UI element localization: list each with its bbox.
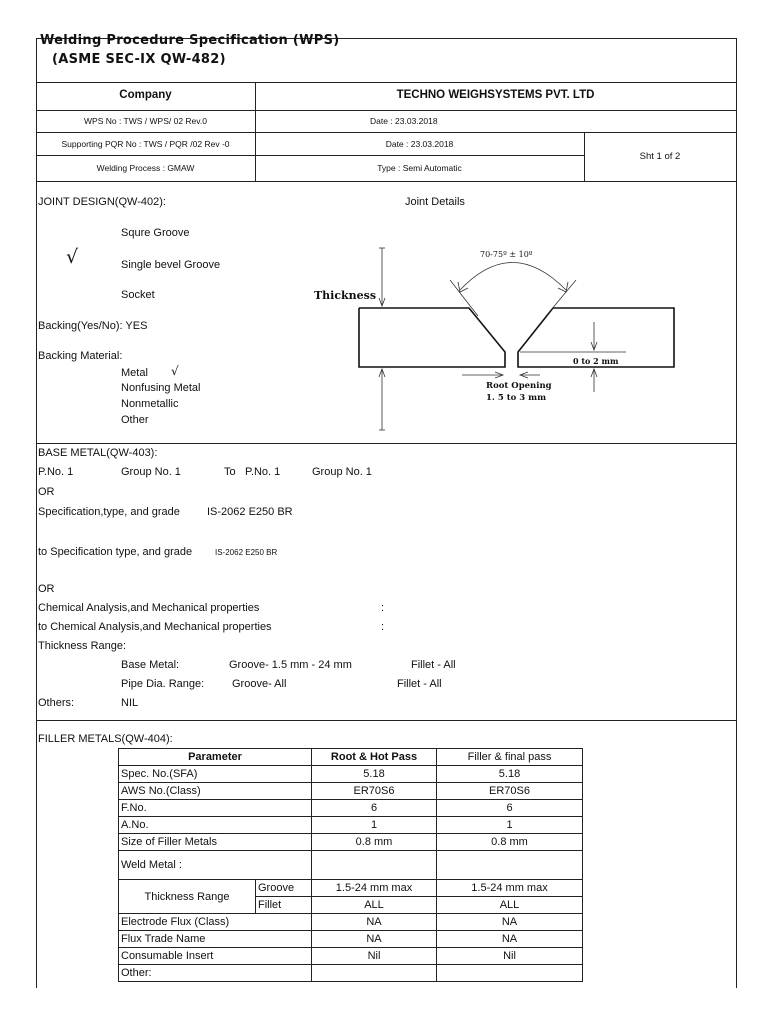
divider [36, 82, 737, 83]
table-row [119, 965, 583, 982]
filler-cell: 5.18 [437, 766, 583, 783]
backing: Backing(Yes/No): YES [38, 320, 148, 332]
option-socket: Socket [121, 289, 155, 301]
divider [36, 181, 737, 182]
wps-number: WPS No : TWS / WPS/ 02 Rev.0 [84, 116, 207, 126]
fillet-filler-cell: ALL [437, 897, 583, 914]
thickness-label: Thickness [314, 289, 377, 302]
option-square-groove: Squre Groove [121, 227, 190, 239]
param-cell: Consumable Insert [119, 948, 312, 965]
or-label: OR [38, 486, 55, 498]
or-label: OR [38, 583, 55, 595]
weld-metal-cell: Weld Metal : [119, 851, 312, 880]
param-cell: F.No. [119, 800, 312, 817]
filler-metals-heading: FILLER METALS(QW-404): [38, 733, 173, 745]
material-metal: Metal [121, 367, 148, 379]
filler-metals-table [118, 748, 583, 982]
root-opening-label: Root Opening [486, 381, 552, 391]
others-value: NIL [121, 697, 139, 709]
divider [36, 720, 737, 721]
empty-cell [312, 851, 437, 880]
fillet-root-cell: ALL [312, 897, 437, 914]
root-cell: NA [312, 914, 437, 931]
filler-cell: NA [437, 931, 583, 948]
material-other: Other [121, 414, 149, 426]
root-cell: 1 [312, 817, 437, 834]
base-metal-label: Base Metal: [121, 659, 180, 671]
chem-colon: : [381, 602, 385, 614]
base-groove: Groove- 1.5 mm - 24 mm [229, 659, 352, 671]
joint-diagram [300, 240, 720, 440]
table-row [119, 834, 583, 851]
param-cell: Electrode Flux (Class) [119, 914, 312, 931]
groove-cell: Groove [256, 880, 312, 897]
spec-value: IS-2062 E250 BR [207, 506, 293, 518]
pno-2: P.No. 1 [245, 466, 281, 478]
material-nonmetallic: Nonmetallic [121, 398, 179, 410]
to-spec-label: to Specification type, and grade [38, 546, 193, 558]
groove-root-cell: 1.5-24 mm max [312, 880, 437, 897]
angle-label: 70-75º ± 10º [480, 250, 533, 259]
param-cell: A.No. [119, 817, 312, 834]
filler-cell: NA [437, 914, 583, 931]
pipe-groove: Groove- All [232, 678, 287, 690]
param-cell: Spec. No.(SFA) [119, 766, 312, 783]
table-row [119, 880, 583, 897]
filler-cell: 0.8 mm [437, 834, 583, 851]
option-single-bevel: Single bevel Groove [121, 259, 221, 271]
root-face-label: 0 to 2 mm [573, 356, 619, 366]
root-cell: Nil [312, 948, 437, 965]
root-opening-value: 1. 5 to 3 mm [486, 393, 547, 403]
angle-arc [460, 263, 566, 291]
param-cell: AWS No.(Class) [119, 783, 312, 800]
left-plate [359, 308, 505, 367]
base-fillet: Fillet - All [411, 659, 456, 671]
joint-details-heading: Joint Details [405, 196, 465, 208]
thickness-range-cell: Thickness Range [119, 880, 256, 914]
col-root-hot-pass: Root & Hot Pass [312, 749, 437, 766]
to-label: To [224, 466, 236, 478]
divider [36, 155, 584, 156]
table-row [119, 800, 583, 817]
group-no-2: Group No. 1 [312, 466, 372, 478]
joint-design-heading: JOINT DESIGN(QW-402): [38, 196, 166, 208]
selected-check-icon: √ [66, 246, 79, 268]
table-row [119, 783, 583, 800]
filler-cell: 1 [437, 817, 583, 834]
base-metal-heading: BASE METAL(QW-403): [38, 447, 158, 459]
pqr-number: Supporting PQR No : TWS / PQR /02 Rev -0 [61, 139, 230, 149]
filler-cell: ER70S6 [437, 783, 583, 800]
title-line2: (ASME SEC-IX QW-482) [52, 52, 226, 67]
groove-filler-cell: 1.5-24 mm max [437, 880, 583, 897]
col-parameter: Parameter [119, 749, 312, 766]
company-name: TECHNO WEIGHSYSTEMS PVT. LTD [396, 89, 595, 101]
pipe-label: Pipe Dia. Range: [121, 678, 205, 690]
table-header-row [119, 749, 583, 766]
empty-cell [437, 851, 583, 880]
title-line1: Welding Procedure Specification (WPS) [40, 33, 340, 48]
root-cell [312, 965, 437, 982]
root-cell: ER70S6 [312, 783, 437, 800]
col-filler-final-pass: Filler & final pass [437, 749, 583, 766]
divider [36, 443, 737, 444]
group-no-1: Group No. 1 [121, 466, 181, 478]
pipe-fillet: Fillet - All [397, 678, 442, 690]
to-spec-value: IS-2062 E250 BR [215, 548, 278, 557]
wps-date: Date : 23.03.2018 [370, 116, 438, 126]
divider [36, 110, 737, 111]
company-label: Company [119, 89, 172, 101]
param-cell: Flux Trade Name [119, 931, 312, 948]
table-row [119, 948, 583, 965]
thickness-range-label: Thickness Range: [38, 640, 127, 652]
filler-cell: 6 [437, 800, 583, 817]
param-cell: Other: [119, 965, 312, 982]
table-row [119, 817, 583, 834]
table-row [119, 851, 583, 880]
welding-type: Type : Semi Automatic [377, 163, 462, 173]
sheet-number: Sht 1 of 2 [639, 151, 681, 162]
backing-material-label: Backing Material: [38, 350, 123, 362]
root-cell: 0.8 mm [312, 834, 437, 851]
table-row [119, 931, 583, 948]
root-cell: NA [312, 931, 437, 948]
to-chem-label: to Chemical Analysis,and Mechanical properties [38, 621, 272, 633]
filler-cell [437, 965, 583, 982]
root-cell: 5.18 [312, 766, 437, 783]
welding-process: Welding Process : GMAW [96, 163, 195, 173]
pno-1: P.No. 1 [38, 466, 74, 478]
others-label: Others: [38, 697, 75, 709]
spec-label: Specification,type, and grade [38, 506, 180, 518]
material-nonfusing: Nonfusing Metal [121, 382, 201, 394]
param-cell: Size of Filler Metals [119, 834, 312, 851]
divider [36, 132, 737, 133]
table-row [119, 766, 583, 783]
to-chem-colon: : [381, 621, 385, 633]
root-cell: 6 [312, 800, 437, 817]
fillet-cell: Fillet [256, 897, 312, 914]
metal-check-icon: √ [171, 364, 179, 378]
chem-label: Chemical Analysis,and Mechanical properties [38, 602, 260, 614]
table-row [119, 914, 583, 931]
filler-cell: Nil [437, 948, 583, 965]
pqr-date: Date : 23.03.2018 [385, 139, 454, 149]
